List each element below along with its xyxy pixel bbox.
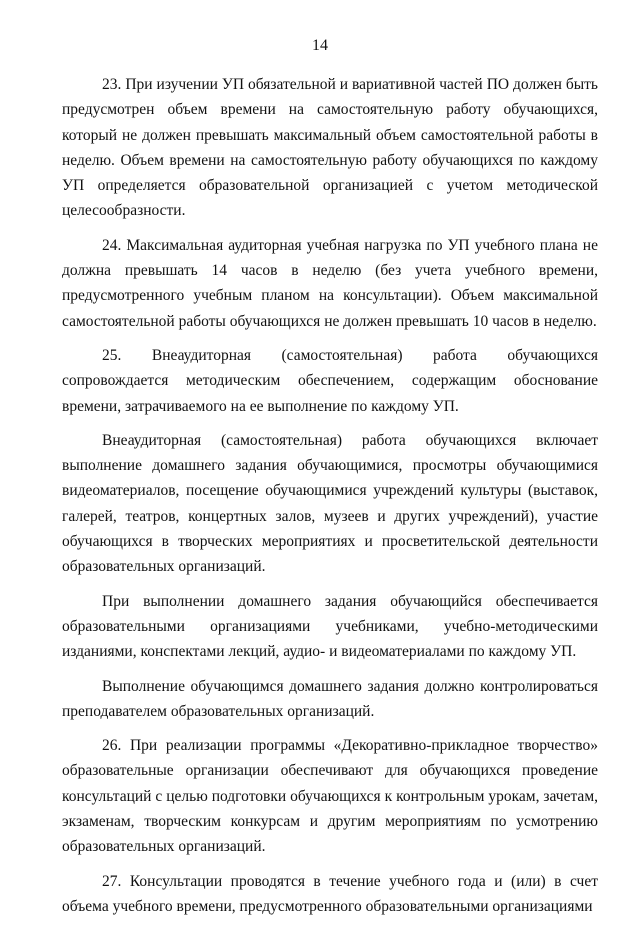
paragraph-25: 25. Внеаудиторная (самостоятельная) работа обучающихся сопровождается методическим обеспечением, содержащим обоснование времени, затрачиваемого на ее выполнение по каждому УП.: [62, 346, 598, 415]
document-body: [62, 72, 598, 928]
paragraph-27: 27. Консультации проводятся в течение учебного года и (или) в счет объема учебного времени, предусмотренного образовательными организациями: [62, 872, 598, 915]
paragraph-26: 26. При реализации программы «Декоративно-прикладное творчество» образовательные организации обеспечивают для обучающихся проведение консультаций с целью подготовки обучающихся к контрольным урокам, зачетам, экзаменам, творческим конкурсам и другим мероприятиям по усмотрению образовательных организаций.: [62, 737, 598, 856]
paragraph-24: 24. Максимальная аудиторная учебная нагрузка по УП учебного плана не должна превышать 14 часов в неделю (без учета учебного времени, предусмотренного учебным планом на консультации). Объем максимальной самостоятельной работы обучающихся не должен превышать 10 часов в неделю.: [62, 236, 598, 330]
paragraph-independent-work: Внеаудиторная (самостоятельная) работа обучающихся включает выполнение домашнего задания обучающимися, просмотры обучающимися видеоматериалов, посещение обучающимися учреждений культуры (выставок, галерей, театров, концертных залов, музеев и других учреждений), участие обучающихся в творческих мероприятиях и просветительской деятельности образовательных организаций.: [62, 431, 598, 576]
paragraph-homework-control: Выполнение обучающимся домашнего задания должно контролироваться преподавателем образовательных организаций.: [62, 677, 598, 720]
page-number: 14: [312, 37, 328, 54]
paragraph-23: 23. При изучении УП обязательной и вариативной частей ПО должен быть предусмотрен объем времени на самостоятельную работу обучающихся, который не должен превышать максимальный объем самостоятельной работы в неделю. Объем времени на самостоятельную работу обучающихся по каждому УП определяется образовательной организацией с учетом методической целесообразности.: [62, 76, 598, 220]
paragraph-homework-materials: При выполнении домашнего задания обучающийся обеспечивается образовательными организациями учебниками, учебно-методическими изданиями, конспектами лекций, аудио- и видеоматериалами по каждому УП.: [62, 592, 598, 661]
